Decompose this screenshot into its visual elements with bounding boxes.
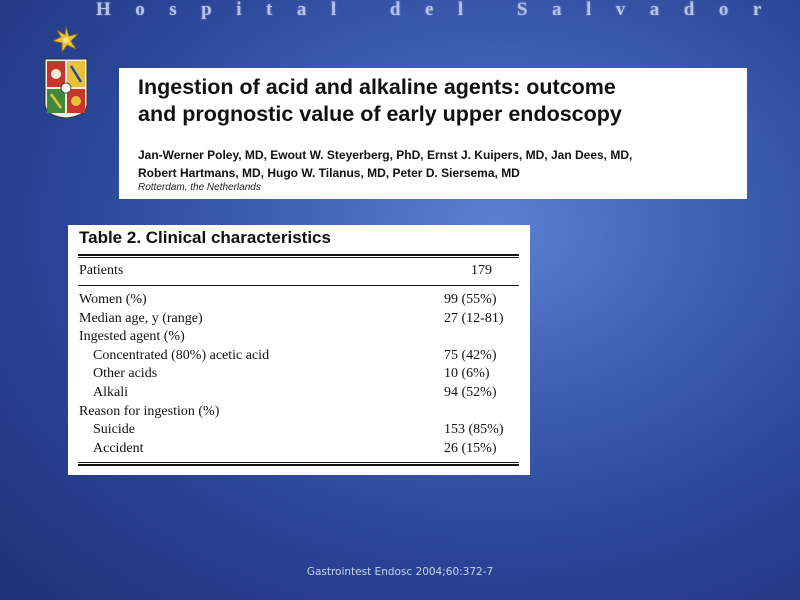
table-row-value: 26 (15%) [444,440,497,456]
article-header [119,68,747,199]
article-affiliation: Rotterdam, the Netherlands [138,182,261,193]
table-header-label: Patients [79,263,124,278]
table-row [78,310,523,329]
table-row-label: Reason for ingestion (%) [79,403,220,419]
table-row [78,384,523,403]
table-row-value: 10 (6%) [444,366,490,382]
table-header-value: 179 [471,263,492,278]
table-row-label: Suicide [93,422,135,438]
table-bottom-rule-thin [78,462,519,463]
table-bottom-rule [78,464,519,466]
article-title-line2: and prognostic value of early upper endoscopy [138,102,622,126]
star-emblem [53,27,78,52]
table-row [78,347,523,366]
table-row-value: 153 (85%) [444,422,504,438]
table-row-label: Alkali [93,384,128,400]
table-row-label: Ingested agent (%) [79,329,185,345]
table-header-rule [78,285,519,286]
authors-line1: Jan-Werner Poley, MD, Ewout W. Steyerberg, PhD, Ernst J. Kuipers, MD, Jan Dees, MD, [138,148,633,162]
shield-emblem [45,59,87,118]
table-row-label: Women (%) [79,292,147,307]
table-row-value: 99 (55%) [444,292,497,307]
table-row [78,421,523,440]
table-row [78,440,523,459]
authors-line2: Robert Hartmans, MD, Hugo W. Tilanus, MD, Peter D. Siersema, MD [138,166,520,180]
table-row-label: Accident [93,440,144,456]
university-crest-logo [38,26,94,120]
citation: Gastrointest Endosc 2004;60:372-7 [306,566,494,578]
table-row [78,328,523,347]
table-row [78,291,523,310]
table-row-label: Concentrated (80%) acetic acid [93,347,270,363]
table-row-value: 94 (52%) [444,384,497,400]
article-title [138,74,738,128]
table-row [78,365,523,384]
table-body [78,291,523,458]
article-authors [138,146,738,182]
table-row-value: 27 (12-81) [444,310,504,326]
hospital-name: Hospital del Salvador [96,0,786,20]
clinical-characteristics-table [68,225,530,475]
table-row-value: 75 (42%) [444,347,497,363]
table-row-label: Median age, y (range) [79,310,203,326]
table-top-rule [78,254,519,256]
table-title: Table 2. Clinical characteristics [79,228,331,247]
article-title-line1: Ingestion of acid and alkaline agents: outcome [138,75,616,99]
table-row-label: Other acids [93,366,158,382]
table-top-rule-thin [78,257,519,258]
table-row [78,403,523,422]
